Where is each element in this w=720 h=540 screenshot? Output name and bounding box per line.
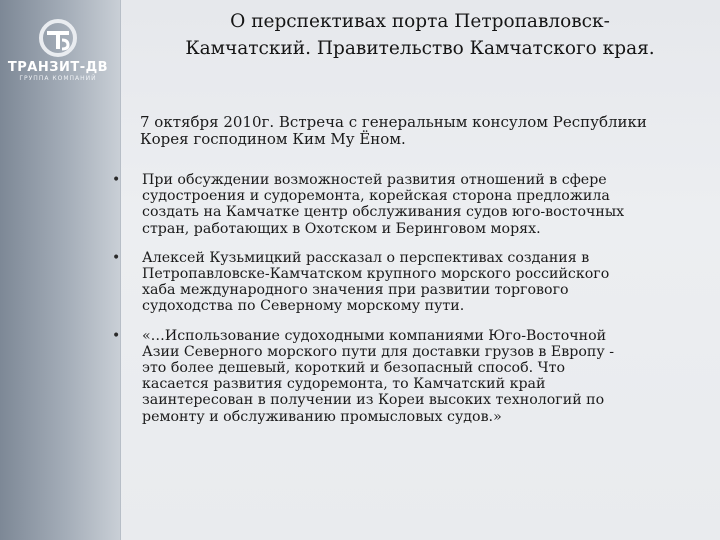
bullet-line: создать на Камчатке центр обслуживания судов юго-восточных: [142, 204, 625, 221]
bullet-line: стран, работающих в Охотском и Беринговом морях.: [142, 220, 541, 237]
subtitle-line: Корея господином Ким Му Ёном.: [140, 130, 406, 148]
bullet-text: [142, 250, 710, 315]
bullet-line: Алексей Кузьмицкий рассказал о перспективах создания в: [142, 249, 590, 266]
bullet-line: касается развития судоремонта, то Камчатский край: [142, 376, 546, 393]
slide-title: [130, 8, 710, 62]
bullet-line: хаба международного значения при развитии торгового: [142, 282, 569, 299]
bullet-line: это более дешевый, короткий и безопасный способ. Что: [142, 360, 565, 377]
meeting-subtitle: [140, 114, 710, 148]
bullet-text: [142, 328, 710, 425]
bullet-line: судостроения и судоремонта, корейская сторона предложила: [142, 188, 610, 205]
bullet-item: [110, 250, 710, 315]
bullet-line: Азии Северного морского пути для доставки грузов в Европу -: [142, 343, 614, 360]
logo-emblem-icon: [4, 18, 112, 58]
bullet-line: ремонту и обслуживанию промысловых судов.»: [142, 408, 502, 425]
bullet-line: «…Использование судоходными компаниями Юго-Восточной: [142, 327, 607, 344]
bullet-line: заинтересован в получении из Кореи высоких технологий по: [142, 392, 605, 409]
company-logo: [4, 18, 112, 82]
logo-tagline: ГРУППА КОМПАНИЙ: [19, 75, 97, 82]
bullet-icon: •: [112, 172, 121, 188]
title-line: О перспективах порта Петропавловск-: [230, 11, 610, 32]
bullet-icon: •: [112, 327, 121, 344]
subtitle-line: 7 октября 2010г. Встреча с генеральным консулом Республики: [140, 113, 647, 131]
bullet-text: [142, 172, 710, 237]
bullet-line: При обсуждении возможностей развития отношений в сфере: [142, 172, 607, 188]
bullet-list: [110, 172, 710, 438]
title-line: Камчатский. Правительство Камчатского края.: [185, 38, 655, 59]
bullet-line: Петропавловске-Камчатском крупного морского российского: [142, 266, 610, 283]
sidebar-panel: [0, 0, 121, 540]
bullet-line: судоходства по Северному морскому пути.: [142, 298, 465, 315]
bullet-icon: •: [112, 249, 121, 266]
logo-name: ТРАНЗИТ-ДВ: [7, 60, 109, 75]
bullet-item: [110, 328, 710, 425]
bullet-item: [110, 172, 710, 237]
